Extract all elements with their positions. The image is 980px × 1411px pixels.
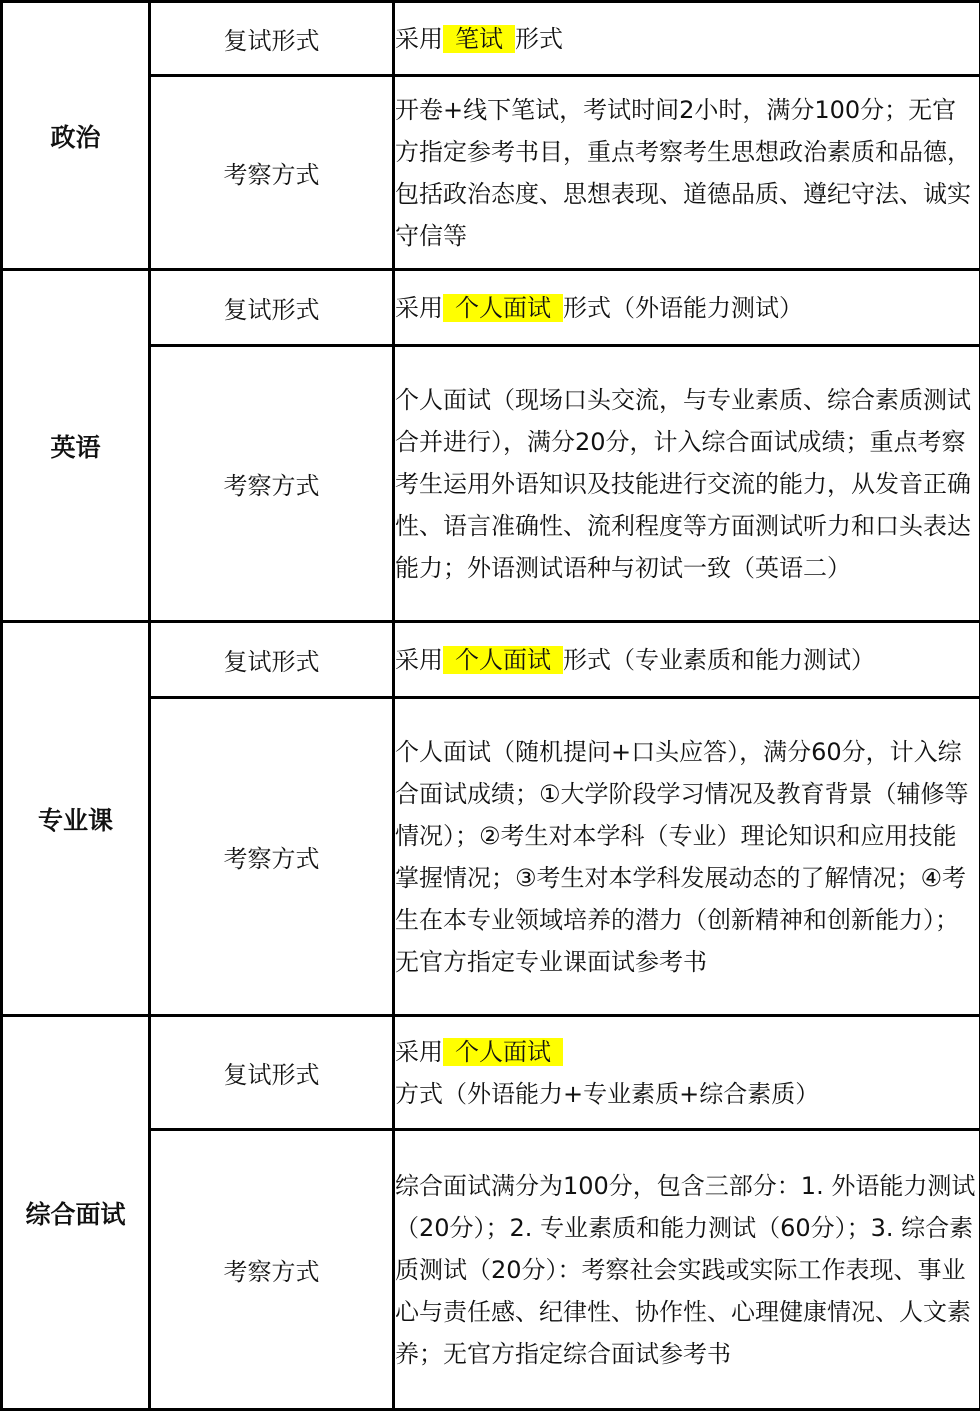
content-label: 考察方式 <box>150 698 394 1016</box>
form-suffix: 形式（外语能力测试） <box>563 294 803 322</box>
comprehensive-content-text: 综合面试满分为100分，包含三部分：1. 外语能力测试（20分）；2. 专业素质和能力测试（60分）；3. 综合素质测试（20分）：考察社会实践或实际工作表现、事业心与责任感、纪律性、协作性、心理健康情况、人文素养；无官方指定综合面试参考书 <box>394 1130 980 1410</box>
highlight-badge: 笔试 <box>443 25 515 53</box>
form-suffix: 形式 <box>515 25 563 53</box>
highlight-badge: 个人面试 <box>443 646 563 674</box>
subject-comprehensive: 综合面试 <box>2 1016 150 1410</box>
english-form-row <box>2 270 980 346</box>
form-prefix: 采用 <box>395 294 443 322</box>
form-prefix: 采用 <box>395 25 443 53</box>
form-label: 复试形式 <box>150 270 394 346</box>
form-label: 复试形式 <box>150 622 394 698</box>
subject-english: 英语 <box>2 270 150 622</box>
politics-content-text: 开卷+线下笔试，考试时间2小时，满分100分；无官方指定参考书目，重点考察考生思想政治素质和品德，包括政治态度、思想表现、道德品质、遵纪守法、诚实守信等 <box>394 76 980 270</box>
highlight-badge: 个人面试 <box>443 294 563 322</box>
subject-major: 专业课 <box>2 622 150 1016</box>
form-suffix: 方式（外语能力+专业素质+综合素质） <box>395 1080 819 1108</box>
comprehensive-form-row <box>2 1016 980 1130</box>
highlight-badge: 个人面试 <box>443 1038 563 1066</box>
form-label: 复试形式 <box>150 1016 394 1130</box>
form-prefix: 采用 <box>395 1038 443 1066</box>
comprehensive-form-text <box>394 1016 980 1130</box>
english-form-text <box>394 270 980 346</box>
politics-form-text <box>394 2 980 76</box>
content-label: 考察方式 <box>150 76 394 270</box>
form-label: 复试形式 <box>150 2 394 76</box>
form-suffix: 形式（专业素质和能力测试） <box>563 646 875 674</box>
content-label: 考察方式 <box>150 1130 394 1410</box>
major-content-text: 个人面试（随机提问+口头应答），满分60分，计入综合面试成绩；①大学阶段学习情况及教育背景（辅修等情况）；②考生对本学科（专业）理论知识和应用技能掌握情况；③考生对本学科发展动态的了解情况；④考生在本专业领域培养的潜力（创新精神和创新能力）；无官方指定专业课面试参考书 <box>394 698 980 1016</box>
english-content-text: 个人面试（现场口头交流，与专业素质、综合素质测试合并进行），满分20分，计入综合面试成绩；重点考察考生运用外语知识及技能进行交流的能力，从发音正确性、语言准确性、流利程度等方面测试听力和口头表达能力；外语测试语种与初试一致（英语二） <box>394 346 980 622</box>
form-prefix: 采用 <box>395 646 443 674</box>
politics-form-row <box>2 2 980 76</box>
major-form-row <box>2 622 980 698</box>
content-label: 考察方式 <box>150 346 394 622</box>
major-form-text <box>394 622 980 698</box>
subject-politics: 政治 <box>2 2 150 270</box>
